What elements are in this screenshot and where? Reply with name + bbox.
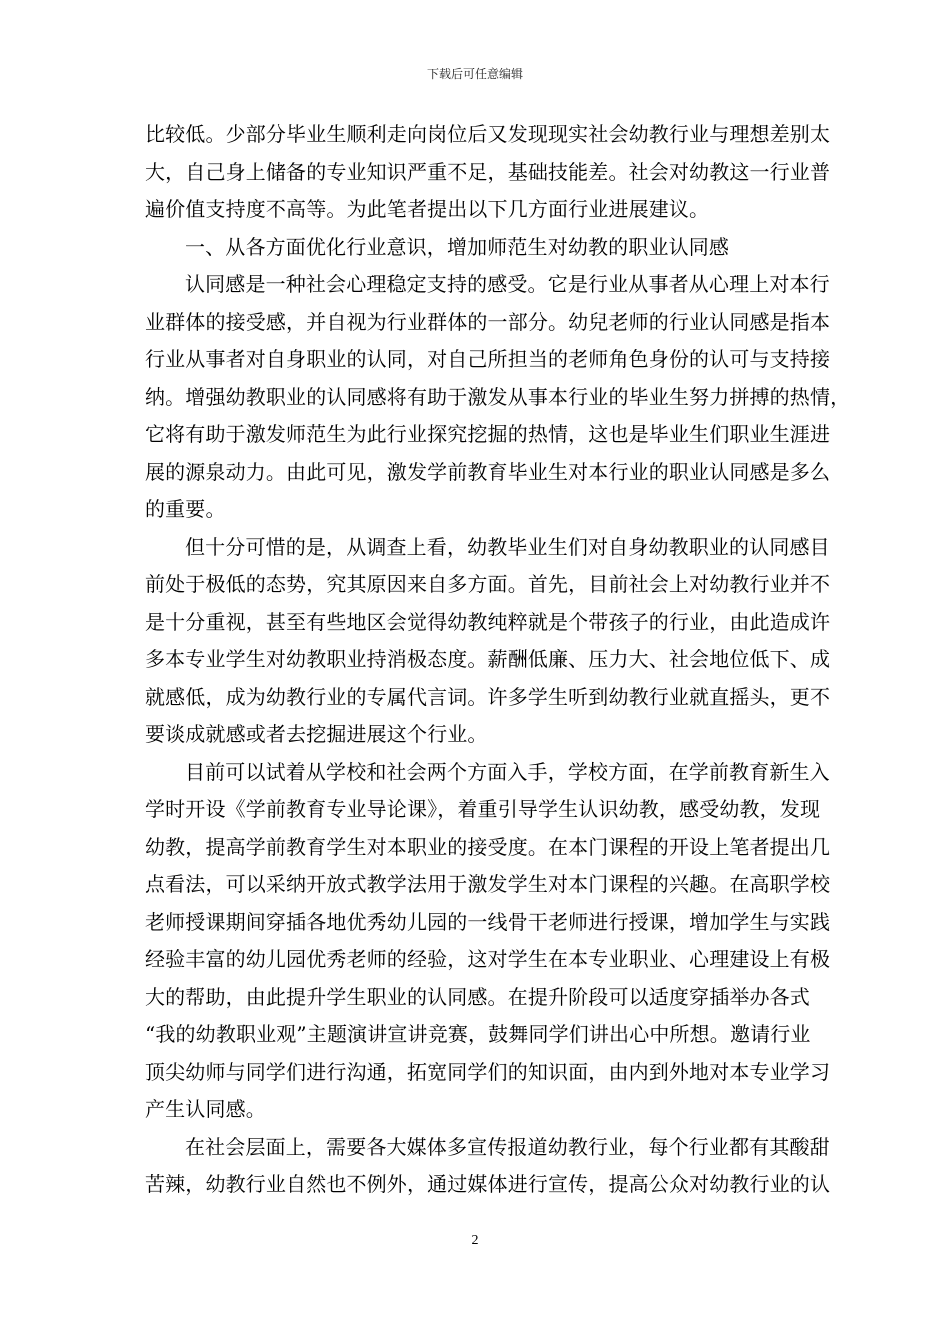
page-number: 2 <box>471 1233 479 1248</box>
body-line: 大，自己身上储备的专业知识严重不足，基础技能差。社会对幼教这一行业普 <box>145 159 831 184</box>
page-header: 下载后可任意编辑 <box>426 67 523 81</box>
body-line: 认同感是一种社会心理稳定支持的感受。它是行业从事者从心理上对本行 <box>185 272 830 296</box>
body-line: 展的源泉动力。由此可见，激发学前教育毕业生对本行业的职业认同感是多么 <box>145 459 831 484</box>
body-line: 但十分可惜的是，从调查上看，幼教毕业生们对自身幼教职业的认同感目 <box>185 534 830 559</box>
body-line: 多本专业学生对幼教职业持消极态度。薪酬低廉、压力大、社会地位低下、成 <box>145 647 831 671</box>
body-line: 比较低。少部分毕业生顺利走向岗位后又发现现实社会幼教行业与理想差别太 <box>145 122 831 146</box>
body-line: 学时开设《学前教育专业导论课》，着重引导学生认识幼教，感受幼教，发现 <box>145 797 821 821</box>
body-line: 苦辣，幼教行业自然也不例外，通过媒体进行宣传，提高公众对幼教行业的认 <box>145 1172 831 1196</box>
body-line: 要谈成就感或者去挖掘进展这个行业。 <box>145 722 488 746</box>
body-line: 行业从事者对自身职业的认同，对自己所担当的老师角色身份的认可与支持接 <box>145 347 831 371</box>
body-line: 在社会层面上，需要各大媒体多宣传报道幼教行业，每个行业都有其酸甜 <box>185 1134 830 1159</box>
body-line: 遍价值支持度不高等。为此笔者提出以下几方面行业进展建议。 <box>145 197 710 221</box>
body-line: 幼教，提高学前教育学生对本职业的接受度。在本门课程的开设上笔者提出几 <box>145 834 831 859</box>
section-heading: 一、从各方面优化行业意识，增加师范生对幼教的职业认同感 <box>185 234 730 259</box>
document-body <box>145 116 851 1204</box>
body-line: 产生认同感。 <box>145 1097 266 1121</box>
body-line: 它将有助于激发师范生为此行业探究挖掘的热情，这也是毕业生们职业生涯进 <box>145 422 831 446</box>
body-line: 就感低，成为幼教行业的专属代言词。许多学生听到幼教行业就直摇头，更不 <box>145 684 831 709</box>
body-line: 业群体的接受感，并自视为行业群体的一部分。幼兒老师的行业认同感是指本 <box>145 309 831 334</box>
body-line: 经验丰富的幼儿园优秀老师的经验，这对学生在本专业职业、心理建设上有极 <box>145 947 831 971</box>
body-line: 的重要。 <box>145 497 226 521</box>
body-line: 是十分重视，甚至有些地区会觉得幼教纯粹就是个带孩子的行业，由此造成许 <box>145 609 831 634</box>
body-line: 纳。增强幼教职业的认同感将有助于激发从事本行业的毕业生努力拼搏的热情， <box>145 384 851 409</box>
body-line: “我的幼教职业观”主题演讲宣讲竞赛，鼓舞同学们讲出心中所想。邀请行业 <box>145 1022 811 1046</box>
body-line: 老师授课期间穿插各地优秀幼儿园的一线骨干老师进行授课，增加学生与实践 <box>145 909 831 934</box>
body-line: 大的帮助，由此提升学生职业的认同感。在提升阶段可以适度穿插举办各式 <box>145 984 810 1009</box>
body-line: 点看法，可以采纳开放式教学法用于激发学生对本门课程的兴趣。在高职学校 <box>145 872 831 896</box>
body-line: 顶尖幼师与同学们进行沟通，拓宽同学们的知识面，由内到外地对本专业学习 <box>145 1059 831 1084</box>
body-line: 目前可以试着从学校和社会两个方面入手，学校方面，在学前教育新生入 <box>185 759 830 784</box>
body-line: 前处于极低的态势，究其原因来自多方面。首先，目前社会上对幼教行业并不 <box>145 572 831 596</box>
